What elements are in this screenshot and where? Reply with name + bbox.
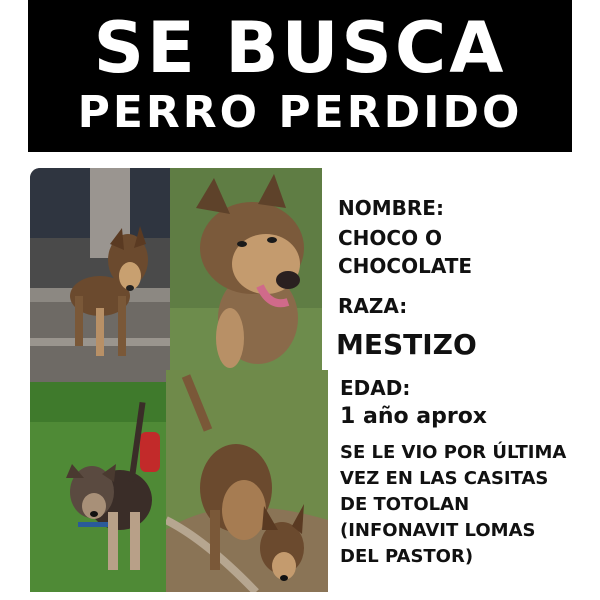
last-seen-line1: SE LE VIO POR ÚLTIMA [340,442,567,463]
last-seen-line2: VEZ EN LAS CASITAS [340,468,549,489]
age-label: EDAD: [340,376,411,400]
dog-photo-path [166,370,328,592]
name-value-line2: CHOCOLATE [338,254,473,278]
poster-subtitle: PERRO PERDIDO [77,87,523,138]
name-value-line1: CHOCO O [338,226,443,250]
last-seen-line3: DE TOTOLAN [340,494,470,515]
poster-title: SE BUSCA [93,7,507,89]
breed-value: MESTIZO [336,328,477,361]
header-banner [28,0,572,152]
last-seen-line4: (INFONAVIT LOMAS [340,520,536,541]
dog-photo-grass [30,382,166,592]
breed-label: RAZA: [338,294,408,318]
last-seen-line5: DEL PASTOR) [340,546,474,567]
age-value: 1 año aprox [340,404,487,429]
name-label: NOMBRE: [338,196,444,220]
dog-photo-steps [30,168,170,382]
dog-photo-closeup [170,168,322,370]
